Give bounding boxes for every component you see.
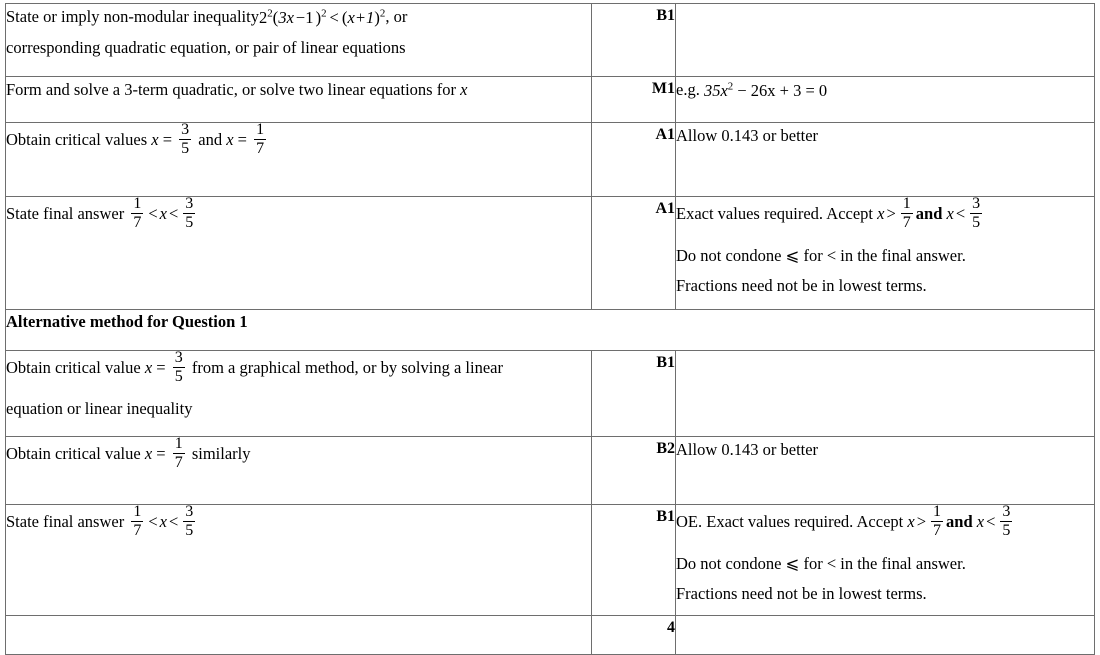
fraction-3-5 bbox=[970, 196, 982, 232]
scheme-cell-6 bbox=[6, 434, 592, 505]
total-mark-cell: 4 bbox=[592, 616, 676, 655]
comment-text: Exact values required. Accept bbox=[676, 203, 873, 223]
fraction-numerator: 1 bbox=[131, 504, 143, 523]
comment-text: OE. Exact values required. Accept bbox=[676, 511, 904, 531]
conjunction-and: and bbox=[946, 511, 973, 531]
fraction-1-7 bbox=[131, 196, 143, 232]
fraction-numerator: 1 bbox=[254, 122, 266, 141]
math-equals: = bbox=[237, 129, 247, 149]
math-x: x bbox=[946, 203, 954, 223]
math-lparen: ( bbox=[272, 8, 279, 28]
fraction-numerator: 1 bbox=[173, 436, 185, 455]
scheme-cell-2 bbox=[6, 77, 592, 123]
math-quad-tail: − 26x + 3 = 0 bbox=[737, 81, 828, 101]
fraction-1-7 bbox=[901, 196, 913, 232]
comment-line: Do not condone ⩽ for < in the final answer. bbox=[676, 554, 966, 574]
mark-cell-2: M1 bbox=[592, 77, 676, 123]
fraction-denominator: 5 bbox=[181, 140, 190, 158]
fraction-3-5 bbox=[183, 196, 195, 232]
math-x: x bbox=[877, 203, 885, 223]
mark-cell-1: B1 bbox=[592, 4, 676, 77]
math-less-than: < bbox=[168, 203, 179, 223]
comment-line: Fractions need not be in lowest terms. bbox=[676, 583, 927, 603]
fraction-numerator: 3 bbox=[173, 350, 185, 369]
scheme-line bbox=[6, 194, 591, 233]
scheme-line bbox=[6, 434, 591, 473]
fraction-numerator: 3 bbox=[970, 196, 982, 215]
table-row bbox=[6, 437, 1095, 505]
fraction-3-5 bbox=[1000, 504, 1012, 540]
comment-line: Do not condone ⩽ for < in the final answer. bbox=[676, 246, 966, 266]
fraction-denominator: 5 bbox=[972, 214, 981, 232]
math-critical-value-1 bbox=[151, 120, 194, 159]
math-final-answer bbox=[128, 502, 198, 541]
math-x: x bbox=[226, 129, 234, 149]
fraction-3-5 bbox=[179, 122, 191, 158]
math-two: 2 bbox=[258, 8, 268, 28]
fraction-denominator: 5 bbox=[174, 368, 183, 386]
math-inequality bbox=[259, 4, 385, 32]
math-35x: 35x bbox=[703, 81, 728, 101]
math-less-than: < bbox=[329, 8, 339, 28]
fraction-denominator: 5 bbox=[1002, 522, 1011, 540]
comment-cell-5 bbox=[676, 351, 1095, 437]
math-greater-than: > bbox=[886, 203, 896, 223]
fraction-numerator: 1 bbox=[901, 196, 913, 215]
table-row bbox=[6, 123, 1095, 197]
table-row bbox=[6, 351, 1095, 437]
fraction-numerator: 3 bbox=[179, 122, 191, 141]
comment-line bbox=[676, 502, 1094, 541]
comment-cell-3 bbox=[676, 123, 1095, 197]
table-row bbox=[6, 505, 1095, 616]
fraction-denominator: 7 bbox=[133, 522, 142, 540]
comment-cell-total bbox=[676, 616, 1095, 655]
comment-cell-7 bbox=[676, 502, 1095, 616]
fraction-3-5 bbox=[173, 350, 185, 386]
math-final-answer bbox=[128, 194, 198, 233]
eg-label: e.g. bbox=[676, 80, 700, 99]
math-less-than: < bbox=[986, 511, 996, 531]
fraction-numerator: 1 bbox=[931, 504, 943, 523]
math-exponent: 2 bbox=[321, 7, 327, 20]
math-exponent: 2 bbox=[727, 80, 734, 93]
math-exponent: 2 bbox=[379, 7, 386, 20]
math-rparen: ) bbox=[374, 8, 380, 28]
math-less-than: < bbox=[148, 203, 158, 223]
math-3x: 3x bbox=[278, 8, 294, 28]
math-quadratic bbox=[704, 78, 827, 104]
mark-scheme-table bbox=[5, 3, 1095, 655]
scheme-text: from a graphical method, or by solving a linear bbox=[191, 357, 503, 377]
math-x: x bbox=[144, 443, 153, 463]
math-equals: = bbox=[162, 129, 173, 149]
scheme-line bbox=[6, 120, 591, 159]
scheme-text: similarly bbox=[191, 443, 251, 463]
mark-cell-6: B2 bbox=[592, 437, 676, 505]
comment-line bbox=[676, 77, 1094, 104]
math-equals: = bbox=[156, 443, 166, 463]
comment-cell-4 bbox=[676, 194, 1095, 310]
scheme-cell-4 bbox=[6, 194, 592, 310]
math-x: x bbox=[144, 357, 153, 377]
fraction-numerator: 3 bbox=[183, 196, 195, 215]
fraction-denominator: 7 bbox=[902, 214, 911, 232]
comment-line: Allow 0.143 or better bbox=[676, 126, 819, 145]
fraction-1-7 bbox=[254, 122, 266, 158]
math-x: x bbox=[976, 511, 985, 531]
math-less-than: < bbox=[168, 511, 179, 531]
scheme-line: corresponding quadratic equation, or pair of linear equations bbox=[6, 38, 406, 58]
scheme-line bbox=[6, 502, 591, 541]
math-lparen: ( bbox=[341, 8, 348, 28]
comment-line bbox=[676, 194, 1094, 233]
fraction-numerator: 3 bbox=[183, 504, 195, 523]
scheme-line: equation or linear inequality bbox=[6, 399, 193, 419]
comment-line: Fractions need not be in lowest terms. bbox=[676, 275, 927, 295]
comment-cell-2 bbox=[676, 77, 1095, 123]
math-critical-value-2 bbox=[226, 120, 269, 159]
fraction-numerator: 1 bbox=[131, 196, 143, 215]
table-row bbox=[6, 77, 1095, 123]
scheme-text: Obtain critical value bbox=[6, 357, 141, 377]
mark-cell-5: B1 bbox=[592, 351, 676, 437]
fraction-denominator: 5 bbox=[185, 522, 194, 540]
math-less-than: < bbox=[955, 203, 966, 223]
scheme-cell-5 bbox=[6, 348, 592, 437]
math-x: x bbox=[159, 203, 167, 223]
table-row-alt-header bbox=[6, 310, 1095, 351]
table-row-total bbox=[6, 616, 1095, 655]
math-accept-range bbox=[907, 502, 1015, 541]
math-critical-value-2 bbox=[144, 434, 188, 473]
fraction-1-7 bbox=[131, 504, 143, 540]
scheme-line bbox=[6, 348, 591, 387]
alternative-method-heading: Alternative method for Question 1 bbox=[6, 310, 1095, 351]
math-x: x bbox=[907, 511, 915, 531]
scheme-text: Form and solve a 3-term quadratic, or solve two linear equations for bbox=[6, 80, 456, 99]
math-rparen: ) bbox=[315, 8, 322, 28]
math-greater-than: > bbox=[916, 511, 927, 531]
scheme-text: Obtain critical values bbox=[6, 129, 148, 149]
fraction-1-7 bbox=[173, 436, 185, 472]
math-x: x bbox=[460, 80, 468, 99]
comment-line: Allow 0.143 or better bbox=[676, 440, 819, 459]
conjunction-and: and bbox=[198, 129, 223, 149]
math-equals: = bbox=[156, 357, 166, 377]
scheme-text: Obtain critical value bbox=[6, 443, 141, 463]
scheme-text: State or imply non-modular inequality bbox=[6, 7, 259, 26]
math-minus-one: −1 bbox=[295, 8, 314, 28]
scheme-text: State final answer bbox=[6, 511, 125, 531]
scheme-text-tail: , or bbox=[385, 7, 408, 26]
scheme-cell-1 bbox=[6, 4, 592, 77]
fraction-denominator: 7 bbox=[174, 454, 183, 472]
scheme-line bbox=[6, 77, 591, 104]
fraction-numerator: 3 bbox=[1000, 504, 1012, 523]
math-less-than: < bbox=[148, 511, 158, 531]
scheme-cell-3 bbox=[6, 120, 592, 197]
math-x-plus-1: x+1 bbox=[347, 8, 375, 28]
fraction-denominator: 7 bbox=[133, 214, 142, 232]
fraction-denominator: 5 bbox=[185, 214, 194, 232]
math-exponent: 2 bbox=[267, 7, 273, 20]
fraction-3-5 bbox=[183, 504, 195, 540]
fraction-denominator: 7 bbox=[256, 140, 265, 158]
mark-cell-4: A1 bbox=[592, 197, 676, 310]
math-x: x bbox=[159, 511, 167, 531]
scheme-text: State final answer bbox=[6, 203, 125, 223]
mark-cell-7: B1 bbox=[592, 505, 676, 616]
fraction-1-7 bbox=[931, 504, 943, 540]
comment-cell-1 bbox=[676, 4, 1095, 77]
comment-cell-6 bbox=[676, 437, 1095, 505]
scheme-cell-7 bbox=[6, 502, 592, 616]
scheme-cell-total bbox=[6, 616, 592, 655]
math-critical-value-1 bbox=[144, 348, 188, 387]
table-row bbox=[6, 4, 1095, 77]
mark-cell-3: A1 bbox=[592, 123, 676, 197]
conjunction-and: and bbox=[915, 203, 943, 223]
fraction-denominator: 7 bbox=[933, 522, 942, 540]
math-x: x bbox=[151, 129, 159, 149]
scheme-line bbox=[6, 4, 591, 32]
math-accept-range bbox=[877, 194, 985, 233]
table-row bbox=[6, 197, 1095, 310]
